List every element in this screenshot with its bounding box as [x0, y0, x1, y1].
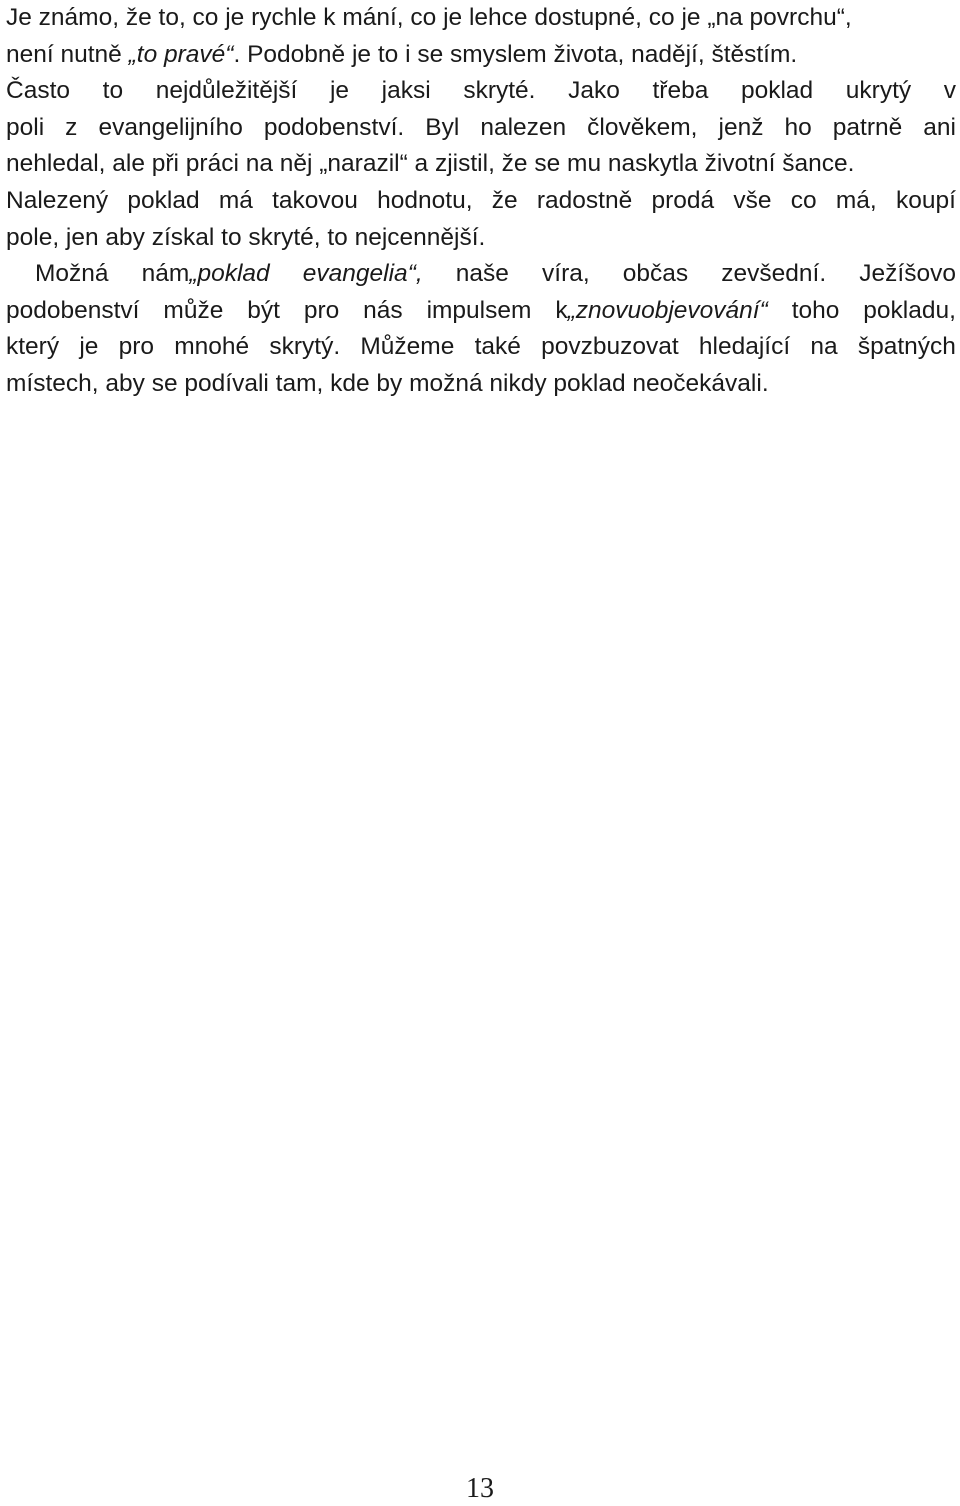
word: který: [6, 333, 60, 361]
word: hodnotu,: [377, 186, 473, 214]
word: evangelia“,: [303, 256, 423, 293]
word: má: [218, 186, 253, 214]
word: nejdůležitější: [155, 77, 298, 105]
word: ukrytý: [845, 77, 912, 105]
text-line: [6, 110, 956, 147]
word: koupí: [895, 186, 956, 214]
page-number: 13: [466, 1473, 494, 1504]
word: podobenství.: [263, 113, 405, 141]
word: jaksi: [381, 77, 431, 105]
word: pokladu,: [863, 296, 956, 324]
word: na: [810, 333, 838, 361]
text-line: [6, 183, 956, 220]
word: naše: [455, 260, 509, 288]
word: v: [943, 77, 956, 105]
word: to: [102, 77, 124, 105]
word: takovou: [272, 186, 358, 214]
word: podobenství: [6, 296, 140, 324]
word: ani: [923, 113, 956, 141]
text-line: [6, 146, 956, 183]
word: člověkem,: [587, 113, 698, 141]
word: skryté.: [463, 77, 536, 105]
word: špatných: [857, 333, 956, 361]
text-line: [6, 256, 956, 293]
text-run: pole, jen aby získal to skryté, to nejcennější.: [6, 223, 486, 251]
word: Ježíšovo: [859, 260, 956, 288]
word: k„znovuobjevování“: [555, 293, 767, 330]
word: Byl: [425, 113, 460, 141]
word: nás: [363, 296, 403, 324]
text-line: [6, 37, 956, 74]
word: že: [491, 186, 518, 214]
word: nalezen: [480, 113, 567, 141]
word: ho: [784, 113, 812, 141]
text-line: [6, 293, 956, 330]
word: je: [79, 333, 99, 361]
word: impulsem: [426, 296, 532, 324]
word: povzbuzovat: [541, 333, 679, 361]
word: také: [474, 333, 521, 361]
text-run: Je známo, že to, co je rychle k mání, co je lehce dostupné, co je „na povrchu“,: [6, 4, 852, 31]
word: pro: [118, 333, 155, 361]
word: může: [163, 296, 224, 324]
word: nám„poklad: [142, 256, 270, 293]
word: pro: [303, 296, 340, 324]
text-line: [6, 366, 956, 403]
word: zevšední.: [721, 260, 827, 288]
word: jenž: [718, 113, 764, 141]
word: mnohé: [174, 333, 250, 361]
word: „znovuobjevování“: [567, 296, 768, 324]
word: toho: [791, 296, 840, 324]
word: radostně: [536, 186, 633, 214]
text-run: . Podobně je to i se smyslem života, nadějí, štěstím.: [233, 40, 798, 68]
word: Jako: [568, 77, 620, 105]
word: Nalezený: [6, 186, 109, 214]
word: poklad: [127, 186, 200, 214]
document-body: [6, 0, 956, 403]
word: poli: [6, 113, 45, 141]
text-line: [6, 220, 956, 257]
word: být: [247, 296, 280, 324]
word: evangelijního: [98, 113, 243, 141]
word: Můžeme: [360, 333, 455, 361]
word: prodá: [651, 186, 715, 214]
text-line: [6, 0, 956, 37]
word: poklad: [740, 77, 814, 105]
word: Často: [6, 77, 71, 105]
word: hledající: [698, 333, 791, 361]
italic-phrase: „to pravé“: [128, 40, 234, 68]
word: z: [65, 113, 78, 141]
word: občas: [622, 260, 689, 288]
word: co: [790, 186, 817, 214]
text-run: místech, aby se podívali tam, kde by možná nikdy poklad neočekávali.: [6, 369, 769, 397]
word: víra,: [542, 260, 590, 288]
word: patrně: [832, 113, 903, 141]
word: třeba: [652, 77, 709, 105]
word: vše: [733, 186, 772, 214]
word: je: [329, 77, 350, 105]
text-run: není nutně: [6, 40, 129, 68]
word: skrytý.: [269, 333, 341, 361]
word: Možná: [35, 260, 109, 288]
text-line: [6, 73, 956, 110]
text-line: [6, 329, 956, 366]
word: má,: [835, 186, 877, 214]
text-run: nehledal, ale při práci na něj „narazil“ a zjistil, že se mu naskytla životní šance.: [6, 150, 855, 178]
word: ,: [415, 260, 423, 288]
word: „poklad: [189, 260, 270, 288]
